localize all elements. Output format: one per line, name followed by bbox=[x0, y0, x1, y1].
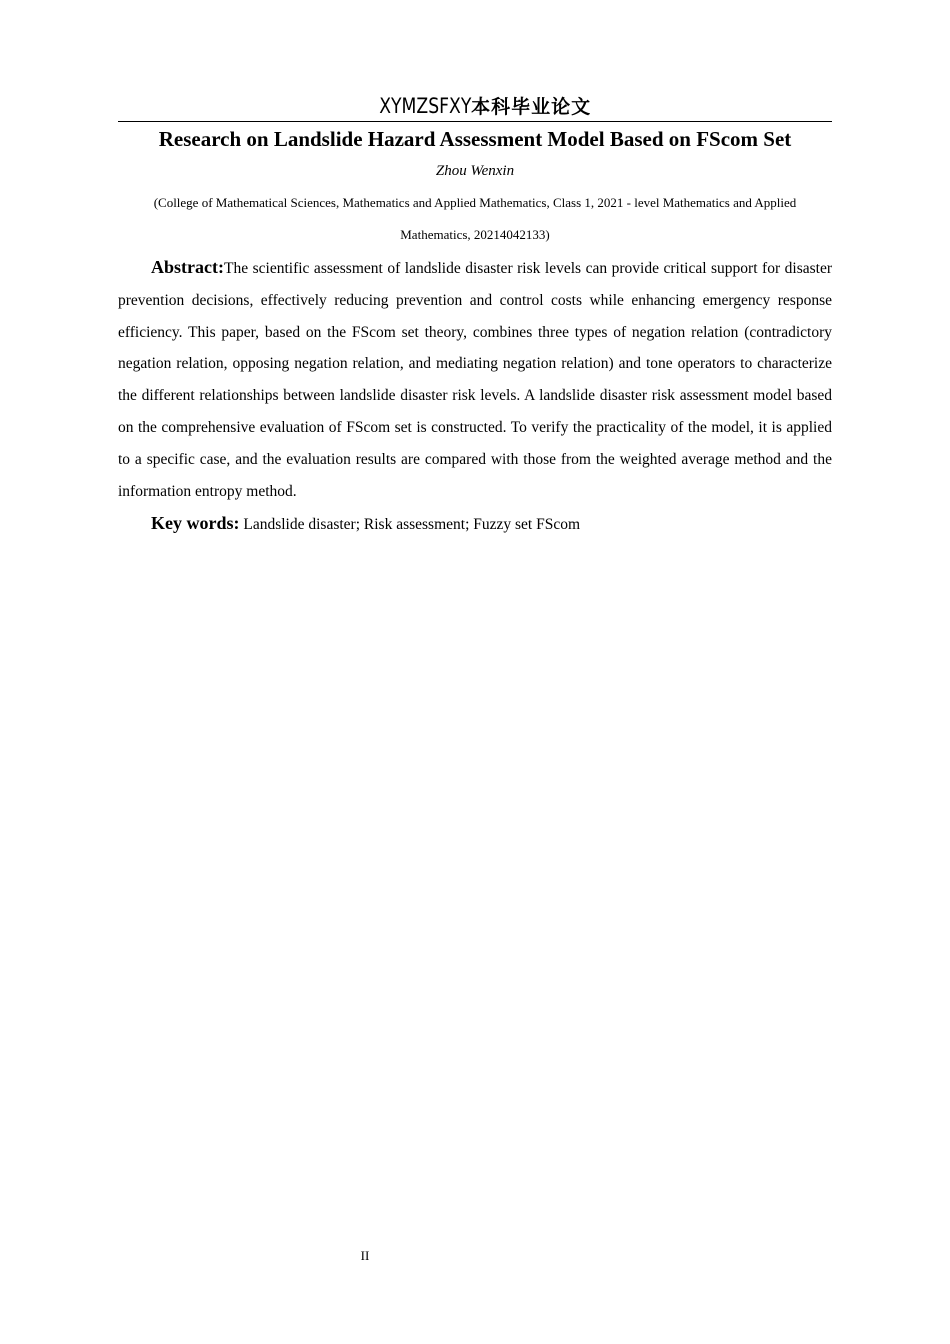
keywords-label: Key words: bbox=[151, 513, 240, 533]
author-name: Zhou Wenxin bbox=[435, 163, 515, 179]
keywords-text: Landslide disaster; Risk assessment; Fuzzy set FScom bbox=[243, 516, 581, 533]
paper-title: Research on Landslide Hazard Assessment Model Based on FScom Set bbox=[158, 127, 792, 151]
abstract-text: The scientific assessment of landslide disaster risk levels can provide critical support for disaster prevention decisions, effectively reducing prevention and control costs while enhancing emergency response efficiency. This paper, based on the FScom set theory, combines three types of negation relation (contradictory negation relation, opposing negation relation, and mediating negation relation) and tone operators to characterize the different relationships between landslide disaster risk levels. A landslide disaster risk assessment model based on the comprehensive evaluation of FScom set is constructed. To verify the practicality of the model, it is applied to a specific case, and the evaluation results are compared with those from the weighted average method and the information entropy method. bbox=[118, 260, 832, 500]
page-number: II bbox=[360, 1248, 370, 1263]
abstract-label: Abstract: bbox=[151, 257, 224, 277]
keywords-paragraph bbox=[118, 508, 832, 540]
header-rule bbox=[118, 121, 832, 122]
header-code: XYMZSFXY bbox=[379, 94, 472, 118]
abstract-paragraph bbox=[118, 252, 832, 507]
document-page bbox=[118, 0, 832, 1344]
author-affiliation: (College of Mathematical Sciences, Mathematics and Applied Mathematics, Class 1, 2021 - level Mathematics and Applied Mathematics, 20214042133) bbox=[153, 195, 797, 242]
header-thesis-type: 本科毕业论文 bbox=[471, 96, 592, 118]
running-header bbox=[118, 93, 832, 120]
